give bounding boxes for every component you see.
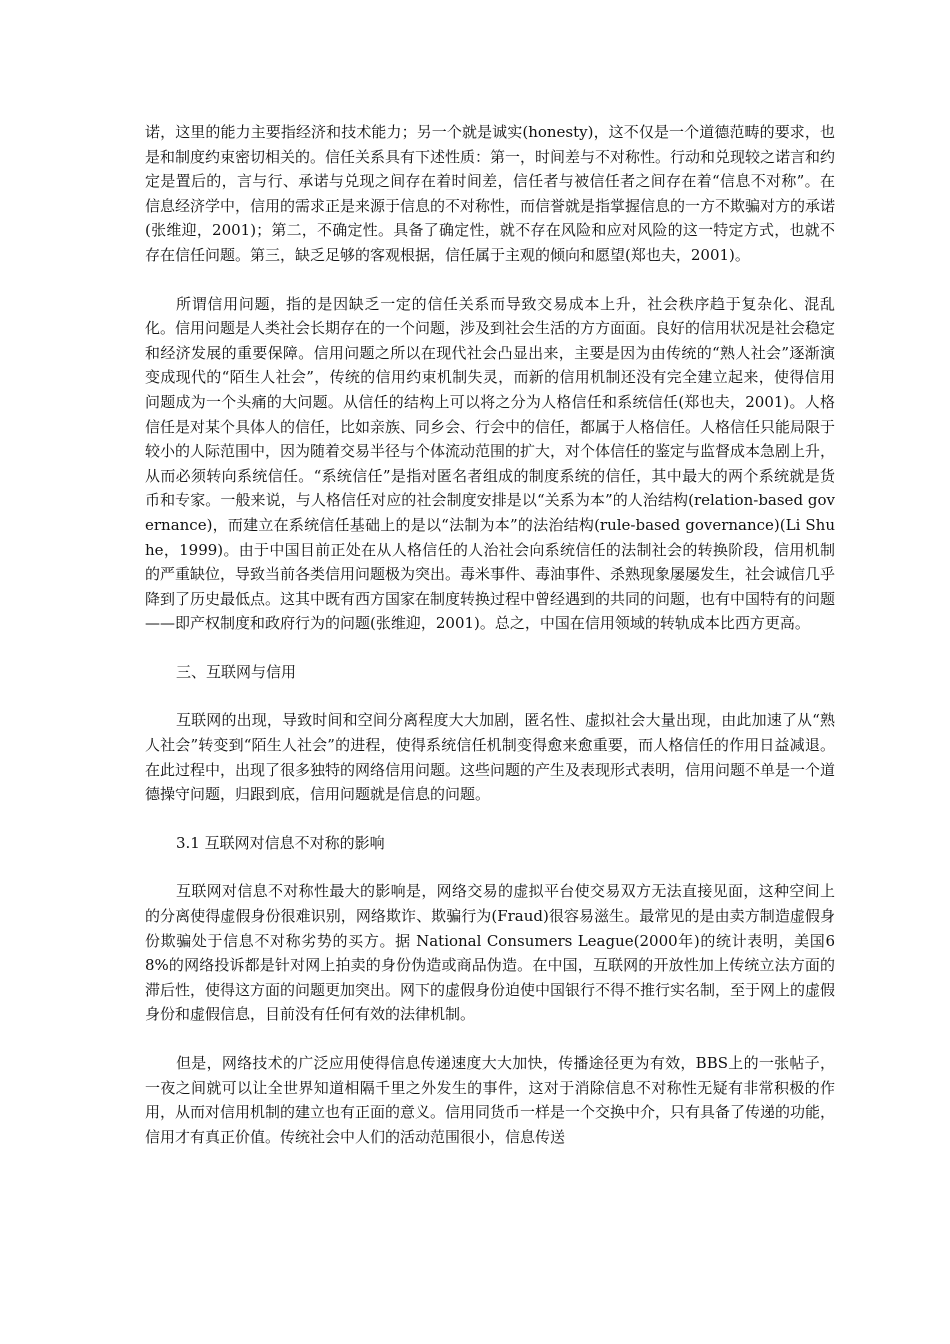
section-heading-3: 三、互联网与信用	[176, 662, 297, 681]
document-page	[145, 120, 835, 1149]
paragraph-5: 但是，网络技术的广泛应用使得信息传递速度大大加快，传播途径更为有效，BBS上的一张帖子，一夜之间就可以让全世界知道相隔千里之外发生的事件，这对于消除信息不对称性无疑有非常积极的作用，从而对信用机制的建立也有正面的意义。信用同货币一样是一个交换中介，只有具备了传递的功能，信用才有真正价值。传统社会中人们的活动范围很小，信息传送	[145, 1054, 836, 1146]
paragraph-4: 互联网对信息不对称性最大的影响是，网络交易的虚拟平台使交易双方无法直接见面，这种空间上的分离使得虚假身份很难识别，网络欺诈、欺骗行为(Fraud)很容易滋生。最常见的是由卖方制造虚假身份欺骗处于信息不对称劣势的买方。据 National Consumers League(2000年)的统计表明，美国68%的网络投诉都是针对网上拍卖的身份伪造或商品伪造。在中国，互联网的开放性加上传统立法方面的滞后性，使得这方面的问题更加突出。网下的虚假身份迫使中国银行不得不推行实名制，至于网上的虚假身份和虚假信息，目前没有任何有效的法律机制。	[145, 882, 836, 1024]
paragraph-3: 互联网的出现，导致时间和空间分离程度大大加剧，匿名性、虚拟社会大量出现，由此加速了从“熟人社会”转变到“陌生人社会”的进程，使得系统信任机制变得愈来愈重要，而人格信任的作用日益减退。在此过程中，出现了很多独特的网络信用问题。这些问题的产生及表现形式表明，信用问题不单是一个道德操守问题，归跟到底，信用问题就是信息的问题。	[145, 711, 836, 804]
paragraph-2: 所谓信用问题，指的是因缺乏一定的信任关系而导致交易成本上升，社会秩序趋于复杂化、混乱化。信用问题是人类社会长期存在的一个问题，涉及到社会生活的方方面面。良好的信用状况是社会稳定和经济发展的重要保障。信用问题之所以在现代社会凸显出来，主要是因为由传统的“熟人社会”逐渐演变成现代的“陌生人社会”，传统的信用约束机制失灵，而新的信用机制还没有完全建立起来，使得信用问题成为一个头痛的大问题。从信任的结构上可以将之分为人格信任和系统信任(郑也夫，2001)。人格信任是对某个具体人的信任，比如亲族、同乡会、行会中的信任，都属于人格信任。人格信任只能局限于较小的人际范围中，因为随着交易半径与个体流动范围的扩大，对个体信任的鉴定与监督成本急剧上升，从而必须转向系统信任。“系统信任”是指对匿名者组成的制度系统的信任，其中最大的两个系统就是货币和专家。一般来说，与人格信任对应的社会制度安排是以“关系为本”的人治结构(relation-based governance)，而建立在系统信任基础上的是以“法制为本”的法治结构(rule-based governance)(Li Shuhe，1999)。由于中国目前正处在从人格信任的人治社会向系统信任的法制社会的转换阶段，信用机制的严重缺位，导致当前各类信用问题极为突出。毒米事件、毒油事件、杀熟现象屡屡发生，社会诚信几乎降到了历史最低点。这其中既有西方国家在制度转换过程中曾经遇到的共同的问题，也有中国特有的问题——即产权制度和政府行为的问题(张维迎，2001)。总之，中国在信用领域的转轨成本比西方更高。	[145, 294, 836, 633]
subsection-heading-3-1: 3.1 互联网对信息不对称的影响	[176, 833, 385, 852]
paragraph-1: 诺，这里的能力主要指经济和技术能力；另一个就是诚实(honesty)，这不仅是一个道德范畴的要求，也是和制度约束密切相关的。信任关系具有下述性质：第一，时间差与不对称性。行动和兑现较之诺言和约定是置后的，言与行、承诺与兑现之间存在着时间差，信任者与被信任者之间存在着“信息不对称”。在信息经济学中，信用的需求正是来源于信息的不对称性，而信誉就是指掌握信息的一方不欺骗对方的承诺(张维迎，2001)；第二，不确定性。具备了确定性，就不存在风险和应对风险的这一特定方式，也就不存在信任问题。第三，缺乏足够的客观根据，信任属于主观的倾向和愿望(郑也夫，2001)。	[145, 123, 836, 264]
